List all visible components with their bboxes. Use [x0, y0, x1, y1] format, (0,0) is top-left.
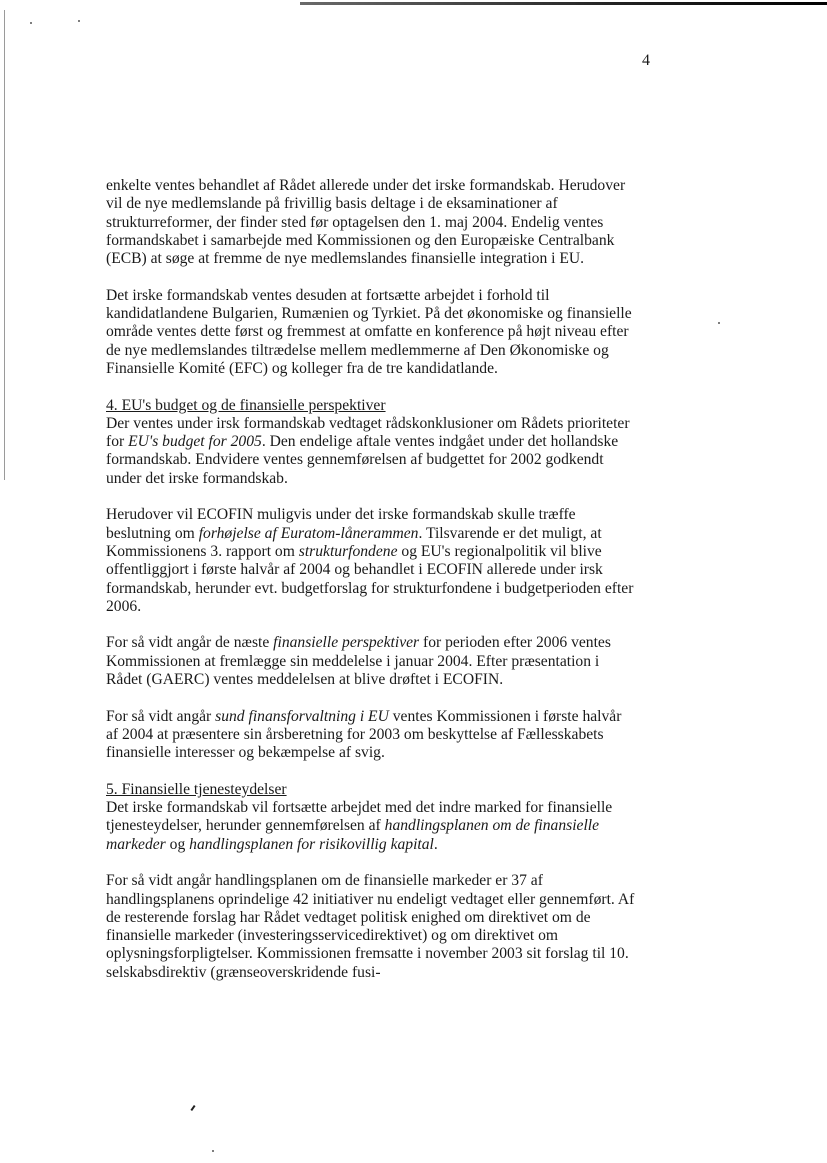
body-paragraph	[106, 634, 636, 689]
text-run: og EU's regionalpolitik vil blive offentliggjort i første halvår af 2004 og behandlet i ECOFIN allerede under irsk formandskab, herunder evt. budgetforslag for strukturfondene i budgetperioden efter 2006.	[106, 542, 634, 615]
italic-term: handlingsplanen om de finansielle markeder	[106, 817, 600, 853]
italic-term: forhøjelse af Euratom-lånerammen	[198, 524, 419, 542]
text-run: For så vidt angår de næste	[106, 634, 274, 652]
section-heading	[106, 397, 636, 415]
italic-term: strukturfondene	[298, 542, 398, 560]
text-run: ventes Kommissionen i første halvår af 2004 at præsentere sin årsberetning for 2003 om beskyttelse af Fællesskabets finansielle interesser og bekæmpelse af svig.	[106, 707, 622, 762]
text-run: Der ventes under irsk formandskab vedtaget rådskonklusioner om Rådets prioriteter for	[106, 414, 630, 451]
text-run: For så vidt angår handlingsplanen om de finansielle markeder er 37 af handlingsplanens oprindelige 42 initiativer nu endeligt vedtaget eller gennemført. Af de resterende forslag har Rådet vedtaget politisk enighed om direktivet om de finansielle markeder (investeringsservicedirektivet) og om direktivet om oplysningsforpligtelser. Kommissionen fremsatte i november 2003 sit forslag til 10. selskabsdirektiv (grænseoverskridende fusi-	[106, 872, 635, 981]
scan-left-edge-line	[4, 10, 5, 480]
body-paragraph	[106, 799, 636, 854]
text-run: 4. EU's budget og de finansielle perspektiver	[106, 396, 386, 414]
italic-term: EU's budget for 2005	[128, 433, 262, 451]
page-number: 4	[642, 52, 650, 69]
text-run: For så vidt angår	[106, 707, 216, 725]
body-paragraph	[106, 287, 636, 378]
section-heading	[106, 781, 636, 799]
pen-mark	[190, 1105, 195, 1111]
text-run: og	[165, 835, 190, 853]
body-paragraph	[106, 506, 636, 616]
document-body	[106, 177, 636, 1000]
text-run: Herudover vil ECOFIN muligvis under det irske formandskab skulle træffe beslutning om	[106, 506, 576, 542]
text-run: .	[433, 835, 438, 853]
body-paragraph	[106, 177, 636, 268]
italic-term: finansielle perspektiver	[273, 634, 420, 652]
text-run: . Den endelige aftale ventes indgået under det hollandske formandskab. Endvidere ventes gennemførelsen af budgettet for 2002 godkendt under det irske formandskab.	[106, 433, 619, 487]
scan-top-edge-line	[300, 2, 827, 5]
italic-term: sund finansforvaltning i EU	[215, 707, 389, 725]
text-run: for perioden efter 2006 ventes Kommissionen at fremlægge sin meddelelse i januar 2004. Efter præsentation i Rådet (GAERC) ventes meddelelsen at blive drøftet i ECOFIN.	[106, 634, 611, 689]
text-run: Det irske formandskab ventes desuden at fortsætte arbejdet i forhold til kandidatlandene Bulgarien, Rumænien og Tyrkiet. På det økonomiske og finansielle område ventes dette først og fremmest at omfatte en konference på højt niveau efter de nye medlemslandes tiltrædelse mellem medlemmerne af Den Økonomiske og Finansielle Komité (EFC) og kolleger fra de tre kandidatlande.	[106, 286, 632, 377]
text-run: 5. Finansielle tjenesteydelser	[106, 780, 287, 798]
body-paragraph	[106, 872, 636, 982]
scan-speck	[212, 1150, 214, 1152]
text-run: enkelte ventes behandlet af Rådet allerede under det irske formandskab. Herudover vil de nye medlemslande på frivillig basis deltage i de eksaminationer af strukturreformer, der finder sted før optagelsen den 1. maj 2004. Endelig ventes formandskabet i samarbejde med Kommissionen og den Europæiske Centralbank (ECB) at søge at fremme de nye medlemslandes finansielle integration i EU.	[106, 177, 626, 268]
italic-term: handlingsplanen for risikovillig kapital	[189, 835, 434, 853]
body-paragraph	[106, 415, 636, 488]
scan-speck	[30, 22, 32, 24]
scan-speck	[78, 20, 80, 22]
scan-speck	[718, 322, 720, 324]
text-run: . Tilsvarende er det muligt, at Kommissionens 3. rapport om	[106, 524, 602, 560]
body-paragraph	[106, 708, 636, 763]
text-run: Det irske formandskab vil fortsætte arbejdet med det indre marked for finansielle tjenesteydelser, herunder gennemførelsen af	[106, 799, 613, 835]
